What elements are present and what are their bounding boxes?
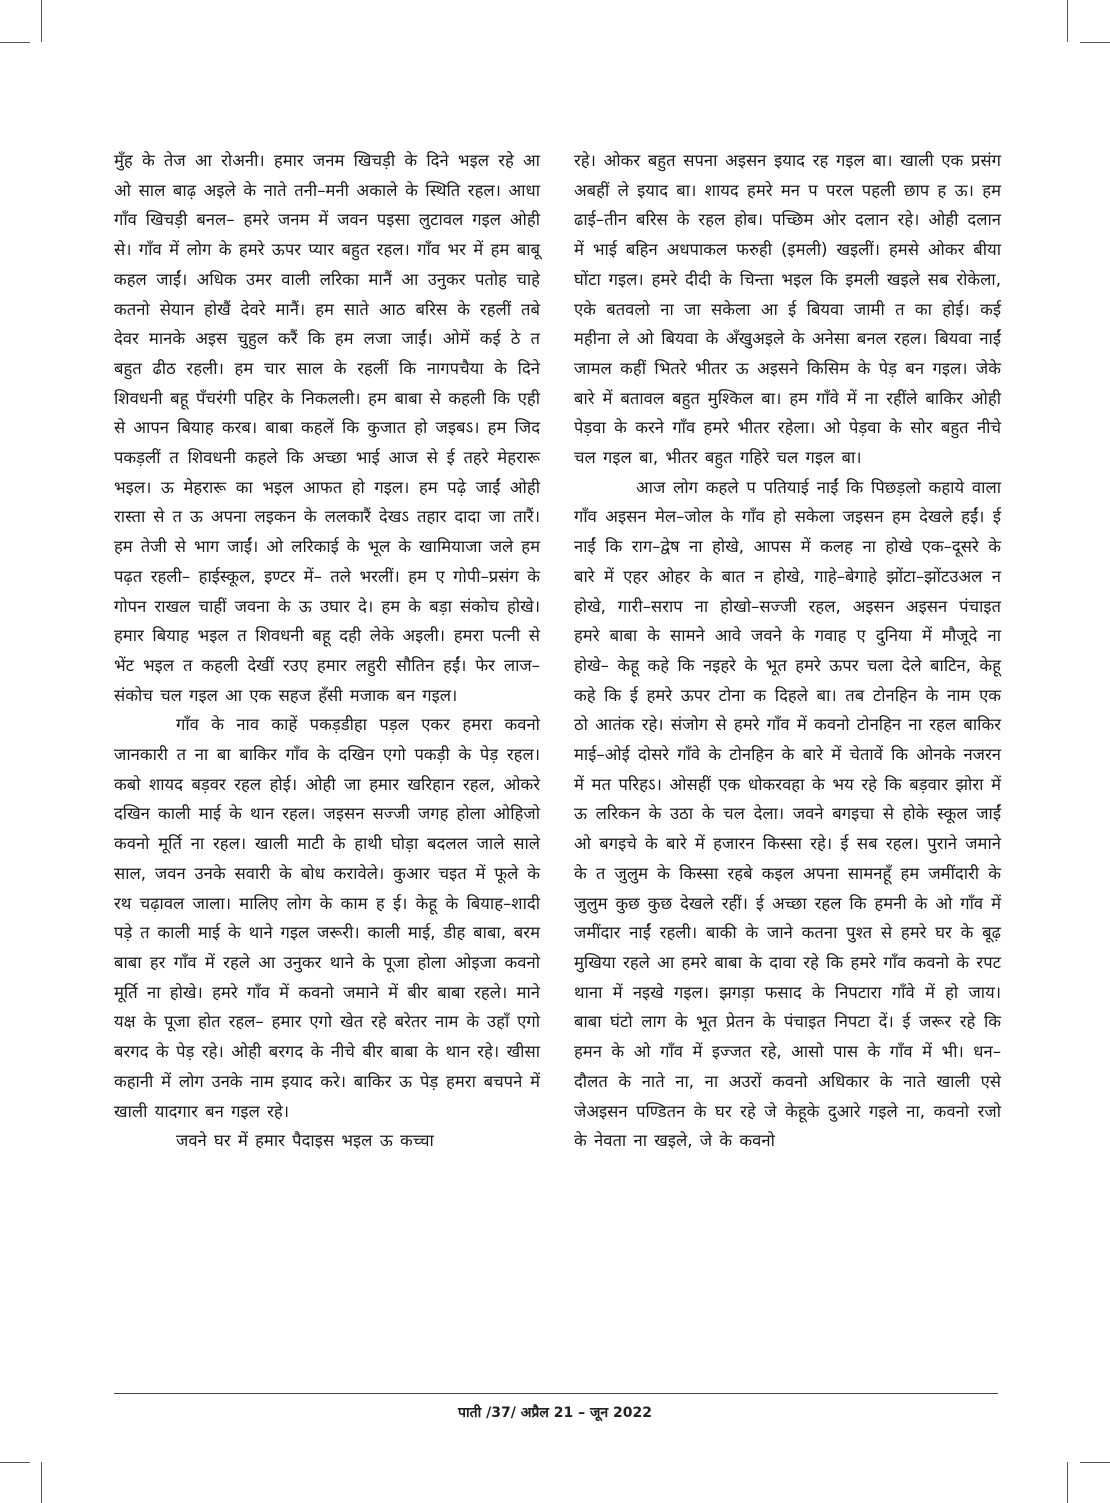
right-column [574,146,1001,1156]
paragraph: आज लोग कहले प पतियाई नाईं कि पिछड़लो कहाये वाला गाँव अइसन मेल–जोल के गाँव हो सकेला जइसन हम देखले हईं। ई नाईं कि राग–द्वेष ना होखे, आपस में कलह ना होखे एक–दूसरे के बारे में एहर ओहर के बात न होखे, गाहे–बेगाहे झोंटा–झोंटउअल न होखे, गारी–सराप ना होखो–सज्जी रहल, अइसन अइसन पंचाइत हमरे बाबा के सामने आवे जवने के गवाह ए दुनिया में मौजूदे ना होखे– केहू कहे कि नइहरे के भूत हमरे ऊपर चला देले बाटिन, केहू कहे कि ई हमरे ऊपर टोना क दिहले बा। तब टोनहिन के नाम एक ठो आतंक रहे। संजोग से हमरे गाँव में कवनो टोनहिन ना रहल बाकिर माई–ओई दोसरे गाँवे के टोनहिन के बारे में चेतावें कि ओनके नजरन में मत परिहऽ। ओसहीं एक धोकरवहा के भय रहे कि बड़वार झोरा में ऊ लरिकन के उठा के चल देला। जवने बगइचा से होके स्कूल जाईं ओ बगइचे के बारे में हजारन किस्सा रहे। ई सब रहल। पुराने जमाने के त जुलुम के किस्सा रहबे कइल अपना सामनहूँ हम जमींदारी के जुलुम कुछ कुछ देखले रहीं। ई अच्छा रहल कि हमनी के ओ गाँव में जमींदार नाईं रहली। बाकी के जाने कतना पुश्त से हमरे घर के बूढ़ मुखिया रहले आ हमरे बाबा के दावा रहे कि हमरे गाँव कवनो के रपट थाना में नइखे गइल। झगड़ा फसाद के निपटारा गाँवे में हो जाय। बाबा घंटो लाग के भूत प्रेतन के पंचाइत निपटा दें। ई जरूर रहे कि हमन के ओ गाँव में इज्जत रहे, आसो पास के गाँव में भी। धन–दौलत के नाते ना, ना अउरों कवनो अधिकार के नाते खाली एसे जेअइसन पण्डितन के घर रहे जे केहूके दुआरे गइले ना, कवनो रजो के नेवता ना खइले, जे के कवनो [574,477,1001,1151]
paragraph: रहे। ओकर बहुत सपना अइसन इयाद रह गइल बा। खाली एक प्रसंग अबहीं ले इयाद बा। शायद हमरे मन प परल पहली छाप ह ऊ। हम ढाई–तीन बरिस के रहल होब। पच्छिम ओर दलान रहे। ओही दलान में भाई बहिन अधपाकल फरुही (इमली) खइलीं। हमसे ओकर बीया घोंटा गइल। हमरे दीदी के चिन्ता भइल कि इमली खइले सब रोकेला, एके बतवलो ना जा सकेला आ ई बियवा जामी त का होई। कई महीना ले ओ बियवा के अँखुअइले के अनेसा बनल रहल। बियवा नाईं जामल कहीं भितरे भीतर ऊ अइसने किसिम के पेड़ बन गइल। जेके बारे में बतावल बहुत मुश्किल बा। हम गाँवे में ना रहींले बाकिर ओही पेड़वा के करने गाँव हमरे भीतर रहेला। ओ पेड़वा के सोर बहुत नीचे चल गइल बा, भीतर बहुत गहिरे चल गइल बा। [574,151,1001,468]
crop-mark [0,1462,30,1463]
crop-mark [1080,1462,1110,1463]
left-column [114,146,540,1156]
page-footer: पाती /37/ अप्रैल 21 – जून 2022 [458,1405,652,1421]
footer-rule [114,1393,998,1394]
crop-mark [1067,1462,1068,1503]
crop-mark [41,1462,42,1503]
crop-mark [1067,0,1068,42]
paragraph: जवने घर में हमार पैदाइस भइल ऊ कच्चा [176,1131,434,1151]
crop-mark [41,0,42,42]
paragraph: मुँह के तेज आ रोअनी। हमार जनम खिचड़ी के दिने भइल रहे आ ओ साल बाढ़ अइले के नाते तनी–मनी अकाले के स्थिति रहल। आधा गाँव खिचड़ी बनल– हमरे जनम में जवन पइसा लुटावल गइल ओही से। गाँव में लोग के हमरे ऊपर प्यार बहुत रहल। गाँव भर में हम बाबू कहल जाईं। अधिक उमर वाली लरिका मानैं आ उनुकर पतोह चाहे कतनो सेयान होखैं देवरे मानैं। हम साते आठ बरिस के रहलीं तबे देवर मानके अइस चुहुल करैं कि हम लजा जाईं। ओमें कई ठे त बहुत ढीठ रहली। हम चार साल के रहलीं कि नागपचैया के दिने शिवधनी बहू पँचरंगी पहिर के निकलली। हम बाबा से कहली कि एही से आपन बियाह करब। बाबा कहलें कि कुजात हो जइबऽ। हम जिद पकड़लीं त शिवधनी कहले कि अच्छा भाई आज से ई तहरे मेहरारू भइल। ऊ मेहरारू का भइल आफत हो गइल। हम पढ़े जाईं ओही रास्ता से त ऊ अपना लइकन के ललकारैं देखऽ तहार दादा जा तारैं। हम तेजी से भाग जाईं। ओ लरिकाई के भूल के खामियाजा जले हम पढ़त रहली– हाईस्कूल, इण्टर में– तले भरलीं। हम ए गोपी–प्रसंग के गोपन राखल चाहीं जवना के ऊ उघार दे। हम के बड़ा संकोच होखे। हमार बियाह भइल त शिवधनी बहू दही लेके अइली। हमरा पत्नी से भेंट भइल त कहली देखीं रउए हमार लहुरी सौतिन हईं। फेर लाज–संकोच चल गइल आ एक सहज हँसी मजाक बन गइल। [114,151,540,705]
crop-mark [1080,42,1110,43]
paragraph: गाँव के नाव काहें पकड़डीहा पड़ल एकर हमरा कवनो जानकारी त ना बा बाकिर गाँव के दखिन एगो पकड़ी के पेड़ रहल। कबो शायद बड़वर रहल होई। ओही जा हमार खरिहान रहल, ओकरे दखिन काली माई के थान रहल। जइसन सज्जी जगह होला ओहिजो कवनो मूर्ति ना रहल। खाली माटी के हाथी घोड़ा बदलल जाले साले साल, जवन उनके सवारी के बोध करावेले। कुआर चइत में फूले के रथ चढ़ावल जाला। मालिए लोग के काम ह ई। केहू के बियाह–शादी पड़े त काली माई के थाने गइल जरूरी। काली माई, डीह बाबा, बरम बाबा हर गाँव में रहले आ उनुकर थाने के पूजा होला ओइजा कवनो मूर्ति ना होखे। हमरे गाँव में कवनो जमाने में बीर बाबा रहले। माने यक्ष के पूजा होत रहल– हमार एगो खेत रहे बरेतर नाम के उहाँ एगो बरगद के पेड़ रहे। ओही बरगद के नीचे बीर बाबा के थान रहे। खीसा कहानी में लोग उनके नाम इयाद करे। बाकिर ऊ पेड़ हमरा बचपने में खाली यादगार बन गइल रहे। [114,715,540,1121]
crop-mark [0,42,30,43]
